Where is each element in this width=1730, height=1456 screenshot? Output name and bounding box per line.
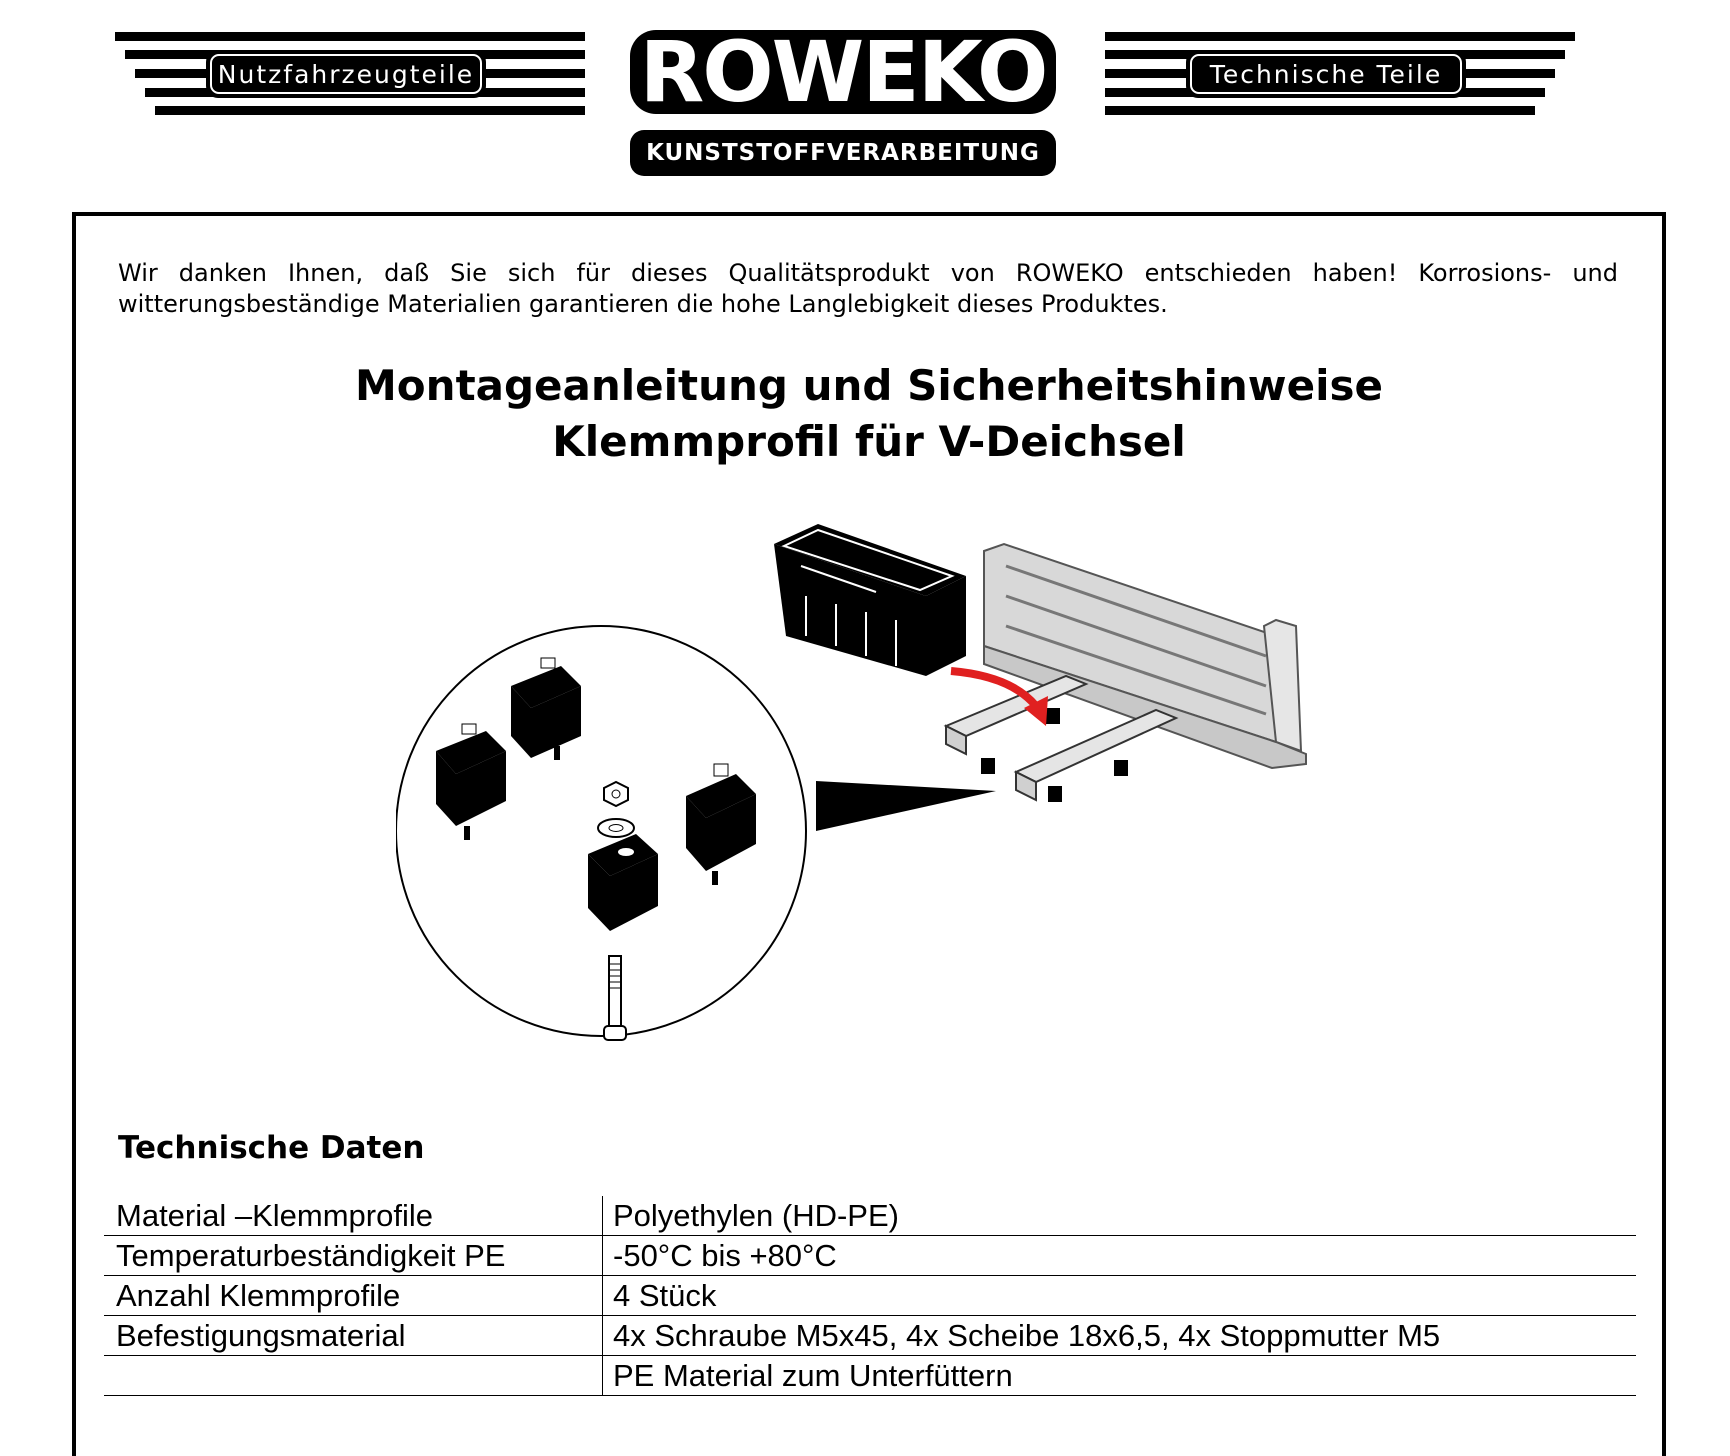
spec-key: Temperaturbeständigkeit PE: [104, 1236, 603, 1276]
table-row: [104, 1276, 1636, 1316]
spec-value: 4 Stück: [603, 1276, 1637, 1316]
badge-technische-teile: [1186, 50, 1466, 98]
tech-data-heading: Technische Daten: [118, 1130, 425, 1166]
zoom-pointer: [816, 781, 996, 831]
badge-right-label: Technische Teile: [1190, 54, 1462, 94]
spec-value: Polyethylen (HD-PE): [603, 1196, 1637, 1236]
spec-value: PE Material zum Unterfüttern: [603, 1356, 1637, 1396]
table-row: [104, 1316, 1636, 1356]
toolbox: [774, 524, 966, 676]
table-row: [104, 1356, 1636, 1396]
assembly-illustration: [396, 496, 1496, 1056]
title-line-1: Montageanleitung und Sicherheitshinweise: [355, 361, 1383, 410]
spec-value: -50°C bis +80°C: [603, 1236, 1637, 1276]
spec-key: Befestigungsmaterial: [104, 1316, 603, 1356]
intro-text: Wir danken Ihnen, daß Sie sich für dieses Qualitätsprodukt von ROWEKO entschieden haben! Korrosions- und witterungsbeständige Materialien garantieren die hohe Langlebigkeit dieses Produktes.: [118, 259, 1618, 318]
logo-subtitle: KUNSTSTOFFVERARBEITUNG: [630, 130, 1056, 176]
header: [0, 0, 1730, 200]
spec-value: 4x Schraube M5x45, 4x Scheibe 18x6,5, 4x Stoppmutter M5: [603, 1316, 1637, 1356]
spec-key: Anzahl Klemmprofile: [104, 1276, 603, 1316]
roweko-logo: ROWEKO: [630, 30, 1056, 114]
tech-data-table: [104, 1196, 1636, 1396]
badge-nutzfahrzeugteile: [206, 50, 486, 98]
badge-left-label: Nutzfahrzeugteile: [210, 54, 482, 94]
table-row: [104, 1236, 1636, 1276]
trailer-frame: [984, 544, 1306, 768]
title-line-2: Klemmprofil für V-Deichsel: [552, 417, 1186, 466]
spec-key: Material –Klemmprofile: [104, 1196, 603, 1236]
spec-key: [104, 1356, 603, 1396]
content-frame: [72, 212, 1666, 1456]
table-row: [104, 1196, 1636, 1236]
page-title: [76, 358, 1662, 470]
